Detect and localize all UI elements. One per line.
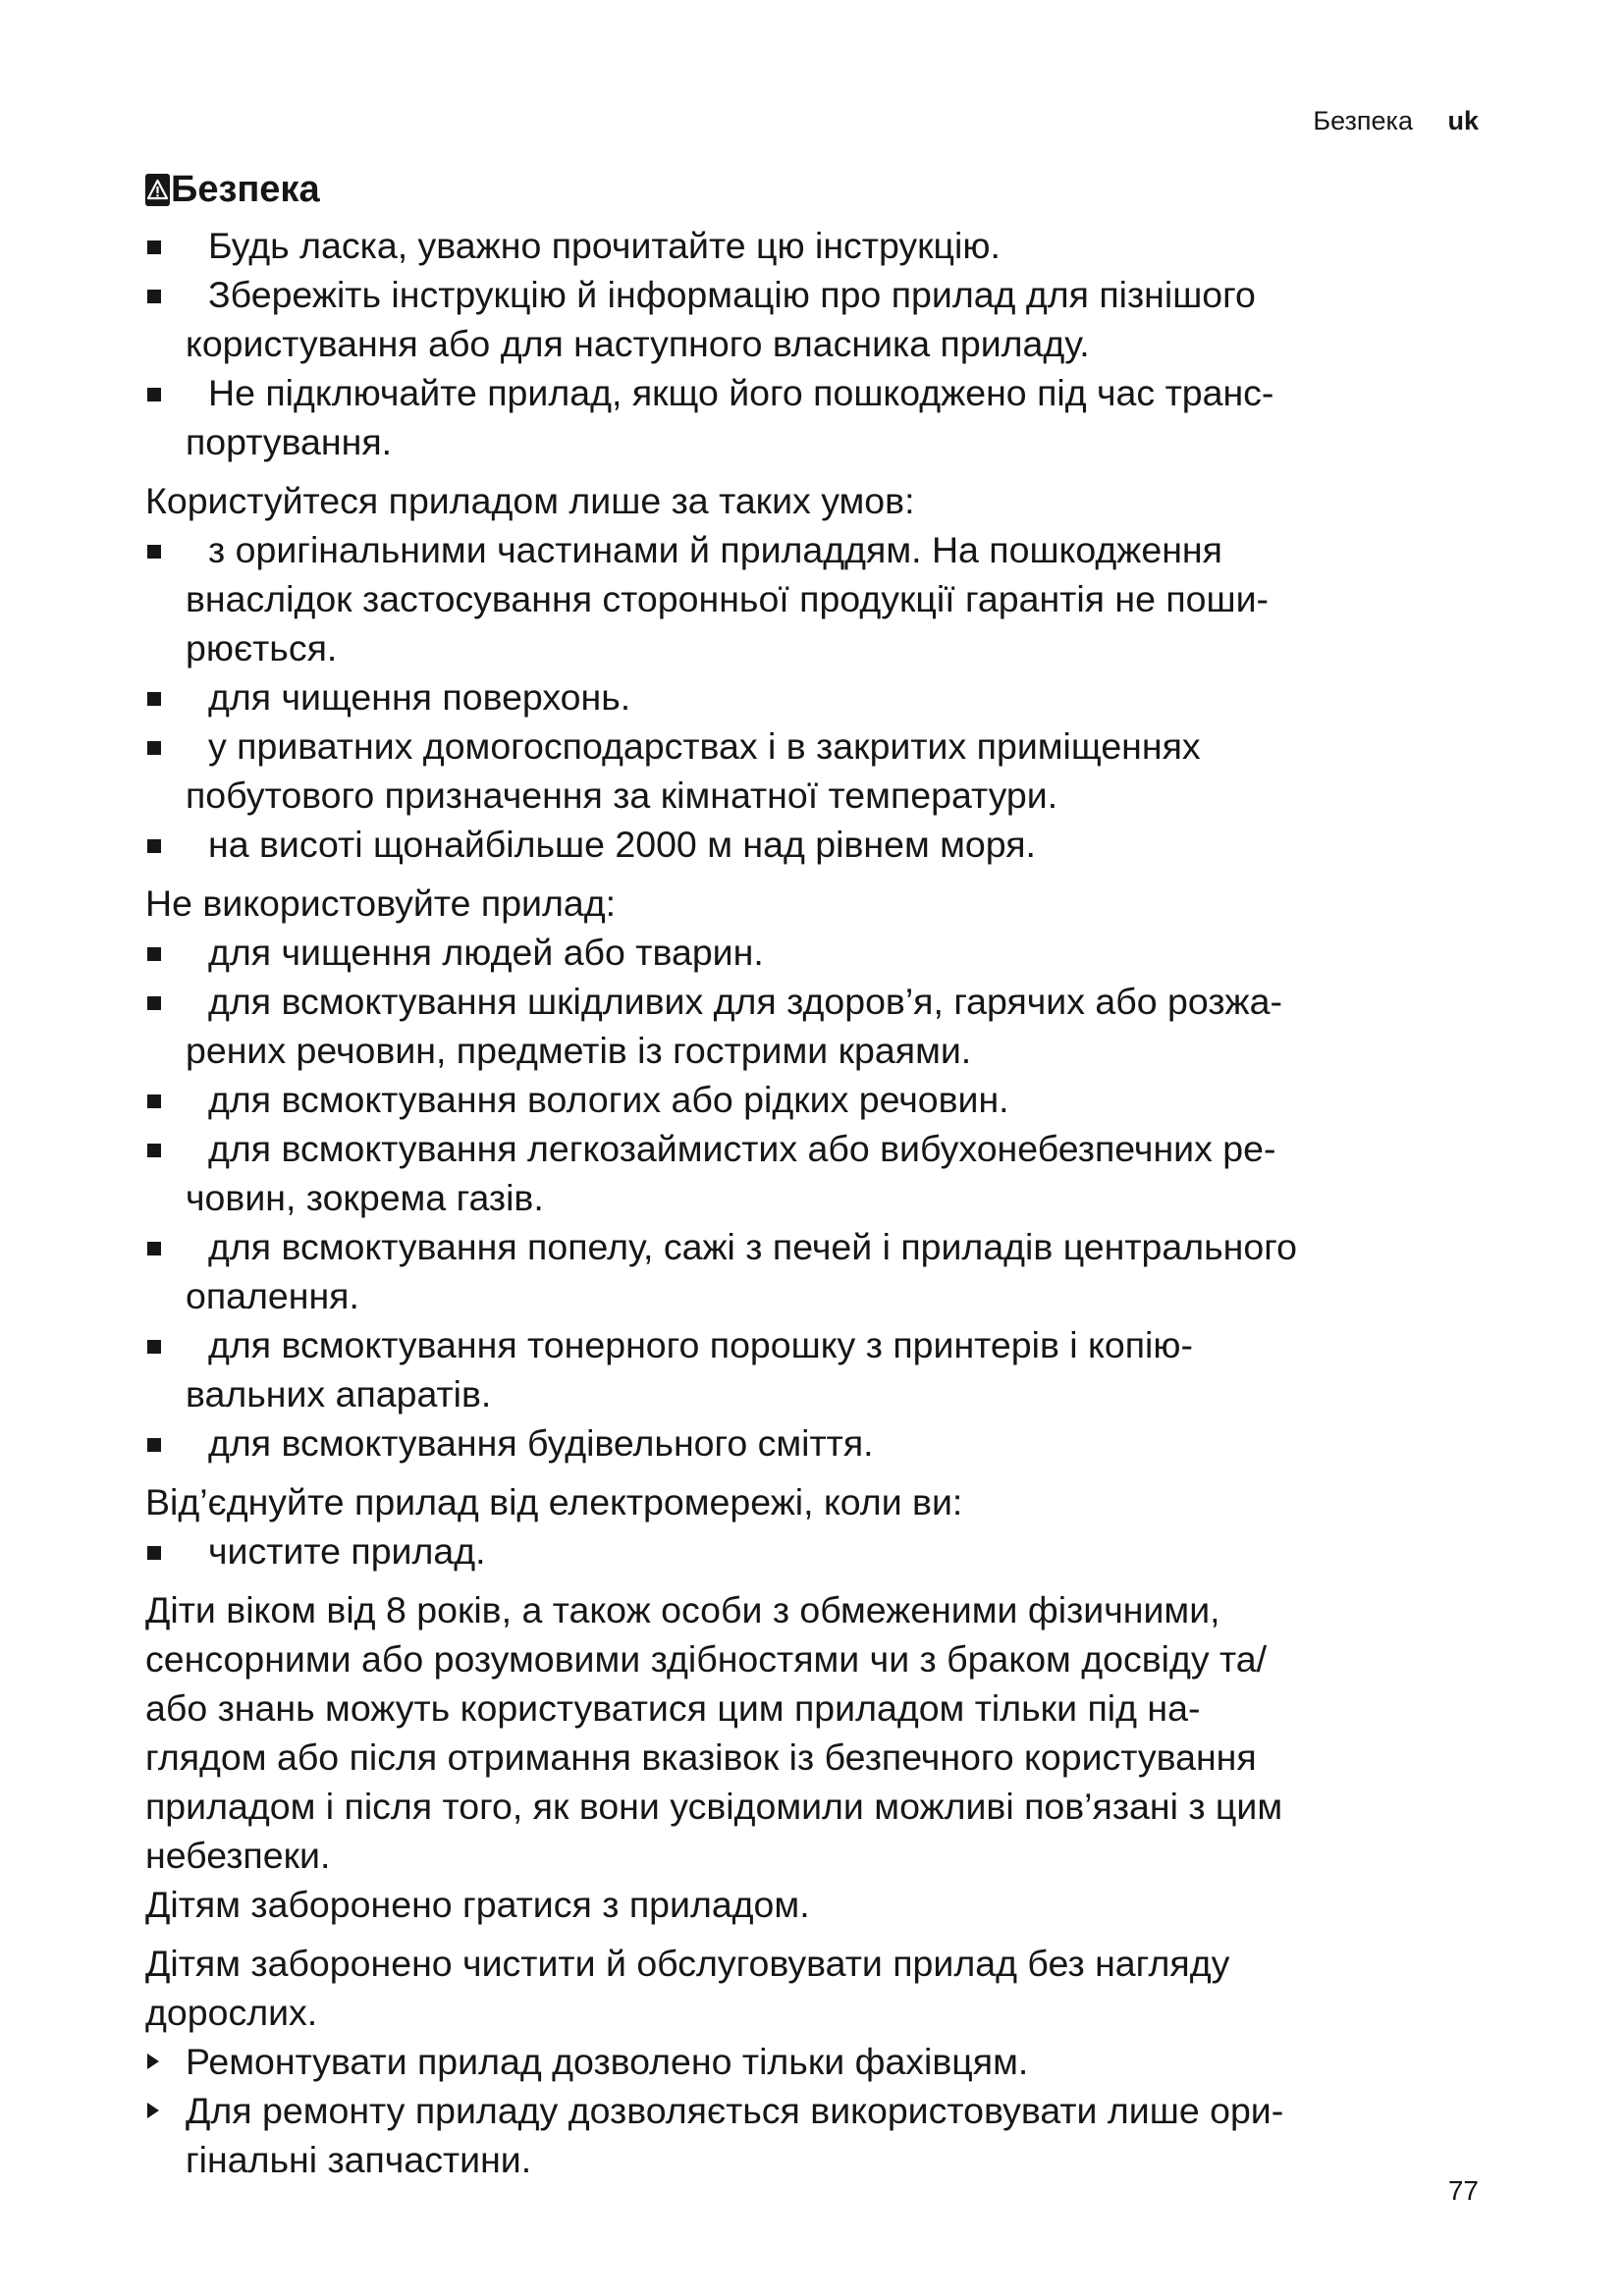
square-bullet-icon xyxy=(147,839,161,853)
children-play-paragraph: Дітям заборонено гратися з приладом. xyxy=(145,1884,810,1925)
list-item-text: з оригінальними частинами й приладдям. На пошкодження xyxy=(208,529,1222,570)
disconnect-list xyxy=(145,1526,1500,1575)
square-bullet-icon xyxy=(147,1242,161,1255)
action-item-text: Ремонтувати прилад дозволено тільки фахівцям. xyxy=(186,2041,1029,2082)
list-item xyxy=(145,1320,1500,1418)
action-list xyxy=(145,2037,1500,2184)
list-item-text: для чищення поверхонь. xyxy=(208,676,631,718)
list-item-text: для всмоктування легкозаймистих або вибухонебезпечних ре- xyxy=(208,1128,1276,1169)
use-intro: Користуйтеся приладом лише за таких умов: xyxy=(145,480,915,521)
header-section: Безпека xyxy=(1313,106,1413,135)
list-item-continuation: човин, зокрема газів. xyxy=(186,1177,544,1218)
list-item-continuation: рених речовин, предметів із гострими краями. xyxy=(186,1030,972,1071)
content xyxy=(145,169,1500,2184)
running-header xyxy=(1313,106,1479,136)
list-item-continuation: користування або для наступного власника приладу. xyxy=(186,323,1090,364)
list-item-text: на висоті щонайбільше 2000 м над рівнем моря. xyxy=(208,824,1036,865)
list-item xyxy=(145,1222,1500,1320)
triangle-arrow-icon xyxy=(147,2054,159,2069)
page-number: 77 xyxy=(1447,2175,1479,2206)
list-item-continuation: внаслідок застосування сторонньої продукції гарантія не поши- рюється. xyxy=(186,578,1270,668)
disconnect-intro: Від’єднуйте прилад від електромережі, коли ви: xyxy=(145,1481,963,1522)
list-item-text: чистите прилад. xyxy=(208,1530,486,1572)
square-bullet-icon xyxy=(147,1340,161,1354)
use-list xyxy=(145,525,1500,869)
list-item xyxy=(145,525,1500,672)
action-item xyxy=(145,2086,1500,2184)
square-bullet-icon xyxy=(147,1438,161,1452)
square-bullet-icon xyxy=(147,996,161,1010)
list-item-text: Будь ласка, уважно прочитайте цю інструкцію. xyxy=(208,225,1001,266)
intro-list xyxy=(145,221,1500,466)
square-bullet-icon xyxy=(147,1144,161,1157)
list-item-continuation: опалення. xyxy=(186,1275,359,1316)
section-title xyxy=(145,169,1500,211)
children-paragraph: Діти віком від 8 років, а також особи з обмеженими фізичними, сенсорними або розумовими здібностями чи з браком досвіду та/ або знань можуть користуватися цим приладом тільки під на- глядом або після отримання вказівок із безпечного користування приладом і після того, як вони усвідомили можливі пов’язані з цим небезпеки. xyxy=(145,1589,1283,1876)
list-item xyxy=(145,1124,1500,1222)
triangle-arrow-icon xyxy=(147,2103,159,2118)
list-item-text: для всмоктування тонерного порошку з принтерів і копію- xyxy=(208,1324,1193,1365)
square-bullet-icon xyxy=(147,1546,161,1560)
square-bullet-icon xyxy=(147,388,161,401)
list-item xyxy=(145,928,1500,977)
square-bullet-icon xyxy=(147,741,161,755)
list-item-text: для всмоктування будівельного сміття. xyxy=(208,1422,874,1464)
action-item xyxy=(145,2037,1500,2086)
square-bullet-icon xyxy=(147,692,161,706)
square-bullet-icon xyxy=(147,947,161,961)
square-bullet-icon xyxy=(147,240,161,254)
section-title-text: Безпека xyxy=(171,169,320,210)
children-clean-paragraph: Дітям заборонено чистити й обслуговувати прилад без нагляду дорослих. xyxy=(145,1943,1230,2033)
nouse-list xyxy=(145,928,1500,1468)
list-item-text: для всмоктування шкідливих для здоров’я, гарячих або розжа- xyxy=(208,981,1282,1022)
square-bullet-icon xyxy=(147,1095,161,1108)
list-item xyxy=(145,721,1500,820)
list-item-text: для чищення людей або тварин. xyxy=(208,932,764,973)
list-item xyxy=(145,1418,1500,1468)
square-bullet-icon xyxy=(147,290,161,303)
list-item-continuation: вальних апаратів. xyxy=(186,1373,492,1415)
square-bullet-icon xyxy=(147,545,161,559)
action-item-text: Для ремонту приладу дозволяється використовувати лише ори- гінальні запчастини. xyxy=(186,2090,1284,2180)
list-item xyxy=(145,1526,1500,1575)
header-language: uk xyxy=(1447,106,1479,135)
list-item xyxy=(145,1075,1500,1124)
list-item-text: у приватних домогосподарствах і в закритих приміщеннях xyxy=(208,725,1201,767)
list-item-text: Не підключайте прилад, якщо його пошкоджено під час транс- xyxy=(208,372,1274,413)
nouse-intro: Не використовуйте прилад: xyxy=(145,882,617,924)
list-item xyxy=(145,221,1500,270)
warning-triangle-icon xyxy=(145,174,170,206)
list-item xyxy=(145,977,1500,1075)
list-item xyxy=(145,820,1500,869)
list-item-text: для всмоктування вологих або рідких речовин. xyxy=(208,1079,1009,1120)
list-item xyxy=(145,672,1500,721)
list-item-continuation: портування. xyxy=(186,421,393,462)
list-item-continuation: побутового призначення за кімнатної температури. xyxy=(186,774,1058,816)
list-item xyxy=(145,368,1500,466)
list-item xyxy=(145,270,1500,368)
list-item-text: Збережіть інструкцію й інформацію про прилад для пізнішого xyxy=(208,274,1256,315)
list-item-text: для всмоктування попелу, сажі з печей і приладів центрального xyxy=(208,1226,1297,1267)
